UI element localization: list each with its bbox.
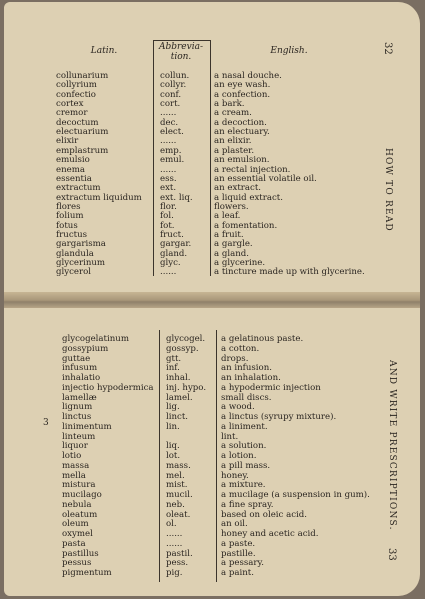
- latin-term: guttae: [62, 353, 91, 364]
- table-row: [4, 549, 420, 559]
- table-row: [4, 267, 420, 277]
- table-row: [4, 539, 420, 549]
- english-meaning: honey.: [221, 470, 249, 481]
- english-meaning: an electuary.: [214, 127, 270, 138]
- english-meaning: a wood.: [221, 402, 255, 413]
- english-meaning: a nasal douche.: [214, 71, 282, 81]
- table-row: [4, 480, 420, 490]
- latin-term: elixir: [56, 136, 79, 147]
- latin-term: linctus: [62, 412, 92, 422]
- abbreviation: ......: [166, 529, 183, 539]
- english-meaning: a fine spray.: [221, 499, 274, 510]
- latin-term: electuarium: [56, 127, 109, 138]
- latin-term: injectio hypodermica: [62, 382, 154, 393]
- table-row: [4, 510, 420, 520]
- abbreviation: fruct.: [160, 229, 184, 240]
- english-meaning: a fomentation.: [214, 220, 278, 231]
- latin-term: enema: [56, 164, 85, 175]
- table-row: [4, 471, 420, 481]
- abbreviation: gland.: [160, 248, 188, 259]
- english-meaning: an essential volatile oil.: [214, 173, 317, 184]
- abbreviation: oleat.: [166, 509, 191, 520]
- table-row: [4, 461, 420, 471]
- latin-term: infusum: [62, 363, 98, 374]
- latin-term: decoctum: [56, 117, 99, 128]
- latin-term: gargarisma: [56, 239, 106, 250]
- english-meaning: drops.: [221, 353, 249, 364]
- abbreviation: dec.: [160, 117, 179, 128]
- english-meaning: a leaf.: [214, 211, 241, 222]
- table-row: [4, 412, 420, 422]
- running-head: AND WRITE PRESCRIPTIONS.: [387, 360, 397, 531]
- latin-term: oxymel: [62, 529, 93, 539]
- table-row: [4, 568, 420, 578]
- abbreviation: lin.: [166, 421, 180, 432]
- latin-term: essentia: [56, 173, 92, 184]
- latin-term: extractum: [56, 183, 101, 194]
- abbreviation: pess.: [166, 558, 189, 569]
- english-meaning: a bark.: [214, 99, 245, 110]
- latin-term: lamellæ: [62, 392, 97, 403]
- abbreviation: lig.: [166, 402, 180, 413]
- latin-term: glycogelatinum: [62, 334, 129, 344]
- english-meaning: lint.: [221, 431, 239, 442]
- abbreviation: ......: [166, 538, 183, 549]
- latin-term: glycerol: [56, 267, 92, 278]
- english-meaning: pastille.: [221, 548, 256, 559]
- latin-term: confectio: [56, 89, 96, 100]
- latin-term: mucilago: [62, 490, 102, 500]
- latin-term: mella: [62, 470, 86, 481]
- abbreviation: glyc.: [160, 258, 181, 268]
- latin-term: nebula: [62, 499, 92, 510]
- abbreviation: inf.: [166, 363, 180, 374]
- abbreviation: fot.: [160, 220, 175, 231]
- abbreviation: ......: [160, 136, 177, 147]
- table-row: [4, 500, 420, 510]
- latin-term: liquor: [62, 441, 88, 452]
- english-meaning: a linctus (syrupy mixture).: [221, 412, 337, 422]
- latin-term: lotio: [62, 451, 82, 461]
- table-row: [4, 451, 420, 461]
- english-meaning: a paint.: [221, 568, 254, 578]
- latin-term: inhalatio: [62, 373, 101, 383]
- latin-term: massa: [62, 460, 90, 471]
- latin-term: fructus: [56, 229, 88, 240]
- abbreviation: gtt.: [166, 353, 182, 364]
- table-row: [4, 519, 420, 529]
- abbreviation: linct.: [166, 412, 189, 422]
- english-meaning: a mixture.: [221, 480, 266, 491]
- latin-term: folium: [56, 211, 84, 222]
- abbreviation: pig.: [166, 568, 183, 578]
- latin-term: extractum liquidum: [56, 192, 142, 203]
- header-rule: [154, 40, 210, 41]
- column-header-latin: Latin.: [90, 46, 118, 56]
- english-meaning: an extract.: [214, 183, 262, 194]
- abbreviation: pastil.: [166, 548, 193, 559]
- abbreviation: ext.: [160, 183, 177, 194]
- abbreviation: ext. liq.: [160, 192, 193, 203]
- abbreviation: mucil.: [166, 490, 193, 500]
- abbreviation: fol.: [160, 211, 174, 222]
- lower-page: [4, 308, 420, 596]
- english-meaning: based on oleic acid.: [221, 509, 308, 520]
- book-spread: [4, 2, 420, 596]
- english-meaning: a plaster.: [214, 145, 255, 156]
- table-row: [4, 363, 420, 373]
- latin-term: pessus: [62, 558, 92, 569]
- english-meaning: small discs.: [221, 392, 272, 403]
- english-meaning: a pill mass.: [221, 460, 271, 471]
- latin-term: collunarium: [56, 71, 109, 81]
- english-meaning: an oil.: [221, 519, 248, 530]
- abbreviation: conf.: [160, 89, 182, 100]
- table-row: [4, 344, 420, 354]
- english-meaning: a gargle.: [214, 239, 253, 250]
- latin-term: pigmentum: [62, 568, 112, 578]
- latin-term: emulsio: [56, 155, 90, 166]
- abbreviation: emp.: [160, 145, 182, 156]
- column-header-abbreviation: Abbrevia- tion.: [158, 42, 204, 62]
- english-meaning: a mucilage (a suspension in gum).: [221, 490, 370, 500]
- latin-term: fotus: [56, 220, 78, 231]
- abbreviation: cort.: [160, 99, 181, 110]
- latin-term: oleatum: [62, 509, 98, 520]
- english-meaning: honey and acetic acid.: [221, 529, 319, 539]
- margin-mark: 3: [43, 418, 49, 428]
- abbreviation: emul.: [160, 155, 185, 166]
- abbreviation: collyr.: [160, 80, 187, 91]
- abbreviation: ......: [160, 267, 177, 278]
- english-meaning: a paste.: [221, 538, 256, 549]
- latin-term: linimentum: [62, 421, 112, 432]
- latin-term: lignum: [62, 402, 93, 413]
- abbreviation: ol.: [166, 519, 177, 530]
- english-meaning: a pessary.: [221, 558, 264, 569]
- english-meaning: an elixir.: [214, 136, 252, 147]
- abbreviation: glycogel.: [166, 334, 206, 344]
- latin-term: pastillus: [62, 548, 99, 559]
- english-meaning: an emulsion.: [214, 155, 270, 166]
- abbreviation: gossyp.: [166, 343, 199, 354]
- table-row: [4, 393, 420, 403]
- latin-term: cremor: [56, 108, 88, 119]
- english-meaning: a confection.: [214, 89, 271, 100]
- english-meaning: an eye wash.: [214, 80, 271, 91]
- abbreviation: mel.: [166, 470, 185, 481]
- table-row: [4, 383, 420, 393]
- english-meaning: a lotion.: [221, 451, 257, 461]
- latin-term: linteum: [62, 431, 96, 442]
- upper-page: [4, 2, 420, 296]
- abbreviation: inj. hypo.: [166, 382, 207, 393]
- table-row: [4, 334, 420, 344]
- page-number: 33: [386, 548, 397, 561]
- abbreviation: flor.: [160, 201, 177, 212]
- table-row: [4, 432, 420, 442]
- latin-term: collyrium: [56, 80, 97, 91]
- column-header-english: English.: [270, 46, 308, 56]
- running-head: HOW TO READ: [383, 148, 393, 232]
- abbreviation: ess.: [160, 173, 177, 184]
- table-row: [4, 422, 420, 432]
- english-meaning: a liquid extract.: [214, 192, 283, 203]
- abbreviation: mist.: [166, 480, 188, 491]
- table-row: [4, 402, 420, 412]
- latin-term: mistura: [62, 480, 96, 491]
- latin-term: cortex: [56, 99, 84, 110]
- table-row: [4, 354, 420, 364]
- english-meaning: a hypodermic injection: [221, 382, 321, 393]
- english-meaning: a gelatinous paste.: [221, 334, 304, 344]
- table-row: [4, 529, 420, 539]
- english-meaning: an infusion.: [221, 363, 272, 374]
- abbreviation: ......: [160, 164, 177, 175]
- abbreviation: collun.: [160, 71, 190, 81]
- english-meaning: a tincture made up with glycerine.: [214, 267, 365, 278]
- abbreviation: lot.: [166, 451, 181, 461]
- english-meaning: a glycerine.: [214, 258, 266, 268]
- abbreviation: neb.: [166, 499, 185, 510]
- latin-term: emplastrum: [56, 145, 109, 156]
- english-meaning: a fruit.: [214, 229, 244, 240]
- abbreviation: ......: [160, 108, 177, 119]
- english-meaning: a solution.: [221, 441, 267, 452]
- abbreviation: elect.: [160, 127, 184, 138]
- table-row: [4, 558, 420, 568]
- table-row: [4, 490, 420, 500]
- abbreviation: gargar.: [160, 239, 192, 250]
- abbreviation: mass.: [166, 460, 191, 471]
- latin-term: gossypium: [62, 343, 109, 354]
- latin-term: flores: [56, 201, 81, 212]
- english-meaning: a cotton.: [221, 343, 260, 354]
- english-meaning: a gland.: [214, 248, 249, 259]
- abbreviation: lamel.: [166, 392, 193, 403]
- latin-term: glycerinum: [56, 258, 106, 268]
- english-meaning: flowers.: [214, 201, 249, 212]
- latin-term: oleum: [62, 519, 89, 530]
- english-meaning: an inhalation.: [221, 373, 281, 383]
- english-meaning: a decoction.: [214, 117, 267, 128]
- abbreviation: inhal.: [166, 373, 191, 383]
- table-row: [4, 441, 420, 451]
- page-number: 32: [382, 42, 393, 55]
- latin-term: pasta: [62, 538, 86, 549]
- english-meaning: a liniment.: [221, 421, 268, 432]
- latin-term: glandula: [56, 248, 94, 259]
- english-meaning: a cream.: [214, 108, 252, 119]
- abbreviation: liq.: [166, 441, 180, 452]
- english-meaning: a rectal injection.: [214, 164, 291, 175]
- table-row: [4, 373, 420, 383]
